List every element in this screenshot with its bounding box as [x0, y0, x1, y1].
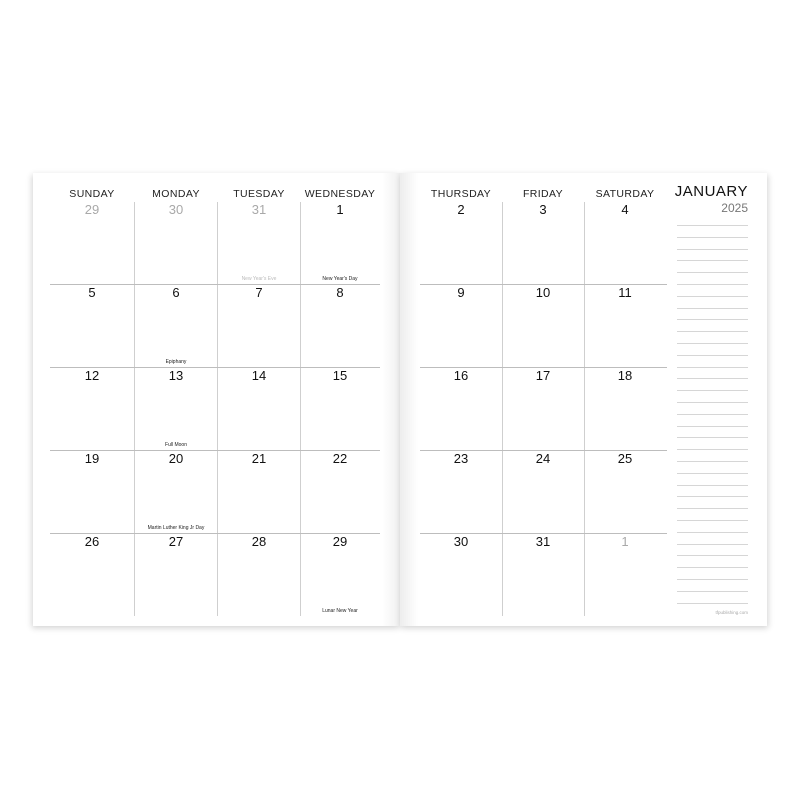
day-number[interactable]: 12 [84, 368, 100, 383]
day-number[interactable]: 1 [621, 534, 629, 549]
notes-line[interactable] [677, 402, 748, 403]
day-number[interactable]: 14 [251, 368, 267, 383]
column-divider [217, 202, 218, 616]
notes-line[interactable] [677, 449, 748, 450]
day-number[interactable]: 5 [88, 285, 96, 300]
day-number[interactable]: 2 [457, 202, 465, 217]
day-number[interactable]: 11 [618, 285, 632, 300]
day-number[interactable]: 24 [535, 451, 551, 466]
notes-line[interactable] [677, 390, 748, 391]
day-number[interactable]: 31 [251, 202, 267, 217]
notes-line[interactable] [677, 485, 748, 486]
notes-line[interactable] [677, 461, 748, 462]
weekday-header-tuesday: TUESDAY [233, 188, 285, 200]
holiday-label: Martin Luther King Jr Day [147, 525, 205, 531]
notes-line[interactable] [677, 225, 748, 226]
day-number[interactable]: 28 [251, 534, 267, 549]
notes-line[interactable] [677, 249, 748, 250]
day-number[interactable]: 19 [84, 451, 100, 466]
notes-line[interactable] [677, 579, 748, 580]
day-number[interactable]: 13 [168, 368, 184, 383]
day-number[interactable]: 27 [168, 534, 184, 549]
holiday-label: Lunar New Year [322, 608, 358, 614]
notes-line[interactable] [677, 426, 748, 427]
day-number[interactable]: 16 [453, 368, 469, 383]
notes-line[interactable] [677, 437, 748, 438]
notes-line[interactable] [677, 414, 748, 415]
day-number[interactable]: 22 [332, 451, 348, 466]
day-number[interactable]: 21 [251, 451, 267, 466]
spine-shadow [400, 173, 418, 626]
day-number[interactable]: 8 [336, 285, 344, 300]
notes-line[interactable] [677, 603, 748, 604]
holiday-label: Epiphany [165, 359, 187, 365]
day-number[interactable]: 26 [84, 534, 100, 549]
weekday-header-wednesday: WEDNESDAY [304, 188, 376, 200]
day-number[interactable]: 15 [332, 368, 348, 383]
column-divider [134, 202, 135, 616]
day-number[interactable]: 10 [535, 285, 551, 300]
weekday-header-sunday: SUNDAY [69, 188, 115, 200]
notes-line[interactable] [677, 237, 748, 238]
day-number[interactable]: 3 [539, 202, 547, 217]
spine-shadow [382, 173, 400, 626]
column-divider [300, 202, 301, 616]
notes-line[interactable] [677, 378, 748, 379]
notes-line[interactable] [677, 260, 748, 261]
holiday-label: New Year's Day [322, 276, 358, 282]
month-title: JANUARY [674, 183, 748, 200]
notes-line[interactable] [677, 343, 748, 344]
notes-line[interactable] [677, 496, 748, 497]
day-number[interactable]: 29 [84, 202, 100, 217]
weekday-header-monday: MONDAY [152, 188, 200, 200]
notes-line[interactable] [677, 508, 748, 509]
publisher-credit: tfpublishing.com [715, 610, 748, 615]
notes-line[interactable] [677, 520, 748, 521]
notes-line[interactable] [677, 532, 748, 533]
day-number[interactable]: 6 [172, 285, 180, 300]
day-number[interactable]: 9 [457, 285, 465, 300]
notes-line[interactable] [677, 473, 748, 474]
column-divider [584, 202, 585, 616]
notes-line[interactable] [677, 544, 748, 545]
day-number[interactable]: 31 [535, 534, 551, 549]
notes-line[interactable] [677, 284, 748, 285]
day-number[interactable]: 18 [617, 368, 633, 383]
notes-line[interactable] [677, 308, 748, 309]
day-number[interactable]: 7 [255, 285, 263, 300]
column-divider [502, 202, 503, 616]
notes-line[interactable] [677, 555, 748, 556]
notes-line[interactable] [677, 272, 748, 273]
day-number[interactable]: 25 [617, 451, 633, 466]
day-number[interactable]: 30 [453, 534, 469, 549]
notes-line[interactable] [677, 296, 748, 297]
weekday-header-saturday: SATURDAY [595, 188, 655, 200]
notes-line[interactable] [677, 331, 748, 332]
day-number[interactable]: 30 [168, 202, 184, 217]
day-number[interactable]: 20 [168, 451, 184, 466]
holiday-label: New Year's Eve [241, 276, 277, 282]
weekday-header-thursday: THURSDAY [430, 188, 492, 200]
notes-line[interactable] [677, 319, 748, 320]
notes-line[interactable] [677, 355, 748, 356]
holiday-label: Full Moon [165, 442, 187, 448]
day-number[interactable]: 1 [336, 202, 344, 217]
day-number[interactable]: 17 [535, 368, 551, 383]
day-number[interactable]: 4 [621, 202, 629, 217]
weekday-header-friday: FRIDAY [522, 188, 564, 200]
year-title: 2025 [721, 201, 748, 215]
day-number[interactable]: 29 [332, 534, 348, 549]
notes-line[interactable] [677, 591, 748, 592]
day-number[interactable]: 23 [453, 451, 469, 466]
notes-line[interactable] [677, 567, 748, 568]
notes-line[interactable] [677, 367, 748, 368]
